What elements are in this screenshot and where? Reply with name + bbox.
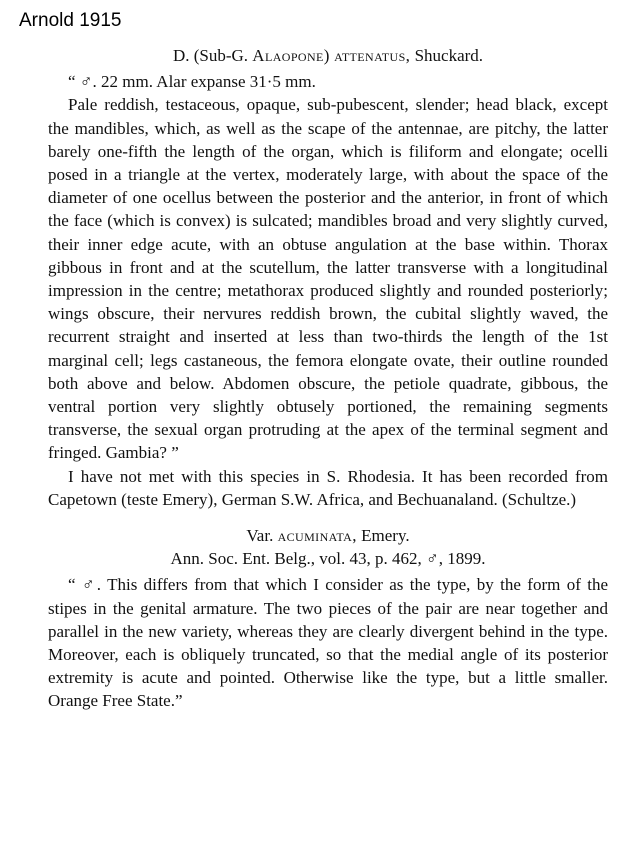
variety-author: Emery.: [361, 526, 410, 546]
variety-name: acuminata,: [277, 526, 357, 546]
heading-prefix: D. (Sub-G.: [172, 46, 249, 65]
variety-prefix: Var.: [246, 526, 274, 546]
document-label: Arnold 1915: [19, 10, 122, 31]
distribution-remark: I have not met with this species in S. Rhodesia. It has been recorded from Capetown (teste Emery), German S.W. Africa, and Bechuanaland. (Schultze.): [48, 466, 608, 509]
species-description: Pale reddish, testaceous, opaque, sub-pubescent, slender; head black, except the mandibles, which, as well as the scape of the antennae, are pitchy, the latter barely one-fifth the length of the organ, which is filiform and elongate; ocelli posed in a triangle at the vertex, moderately large, with about the space of the diameter of one ocellus between the posterior and the anterior, in front of which the face (which is convex) is sulcated; mandibles broad and very slightly curved, their inner edge acute, with an obtuse angulation at the base within. Thorax gibbous in front and at the scutellum, the latter transverse with a longitudinal impression in the centre; metathorax produced slightly and rounded posteriorly; wings obscure, their nervures reddish brown, the cubital slightly waved, the recurrent straight and inserted at less than two-thirds the length of the 1st marginal cell; legs castaneous, the femora elongate ovate, their outline rounded both above and below. Abdomen obscure, the petiole quadrate, gibbous, the ventral portion very slightly obtusely portioned, the remaining segments transverse, the sexual organ protruding at the apex of the terminal segment and fringed. Gambia? ”: [48, 95, 608, 463]
document-page: [48, 44, 608, 713]
variety-heading: [48, 524, 608, 547]
species-author: Shuckard.: [414, 46, 484, 65]
subgenus-name: Alaopone): [252, 46, 330, 65]
species-name: attenatus,: [334, 46, 411, 65]
species-heading: [48, 44, 608, 67]
variety-description: “ ♂. This differs from that which I consider as the type, by the form of the stipes in the genital armature. The two pieces of the pair are near together and parallel in the new variety, whereas they are clearly divergent behind in the type. Moreover, each is obliquely truncated, so that the medial angle of its posterior extremity is acute and pointed. Otherwise like the type, but a little smaller. Orange Free State.”: [48, 575, 608, 711]
variety-reference: Ann. Soc. Ent. Belg., vol. 43, p. 462, ♂, 1899.: [170, 549, 486, 569]
species-size-line: “ ♂. 22 mm. Alar expanse 31·5 mm.: [68, 72, 316, 92]
